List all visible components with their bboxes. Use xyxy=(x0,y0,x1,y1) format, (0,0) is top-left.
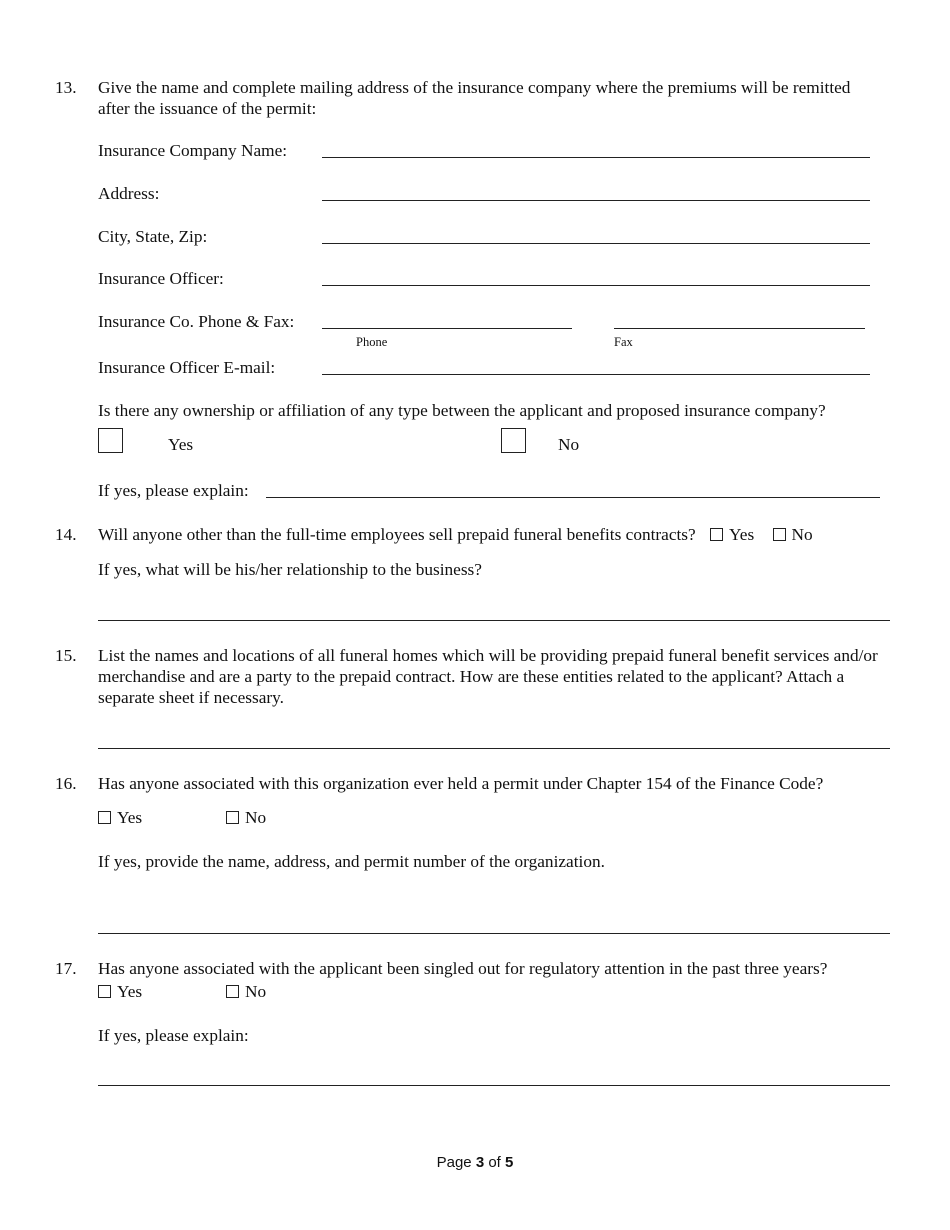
fax-field[interactable] xyxy=(614,312,865,329)
insurance-officer-label: Insurance Officer: xyxy=(98,269,224,288)
page-footer xyxy=(0,1152,950,1173)
q15-answer-line[interactable] xyxy=(98,732,890,749)
page-label: Page xyxy=(436,1154,472,1171)
q16-yes-checkbox[interactable] xyxy=(98,811,111,824)
of-label: of xyxy=(488,1154,501,1171)
q16-no-option xyxy=(226,807,266,828)
company-name-label: Insurance Company Name: xyxy=(98,141,288,160)
q16-yes-label: Yes xyxy=(117,808,143,827)
q16-followup: If yes, provide the name, address, and permit number of the organization. xyxy=(98,852,605,871)
fax-caption: Fax xyxy=(614,335,633,349)
q14-followup: If yes, what will be his/her relationship to the business? xyxy=(98,560,482,579)
q17-yes-checkbox[interactable] xyxy=(98,985,111,998)
q16-no-label: No xyxy=(245,808,267,827)
q17-text: Has anyone associated with the applicant been singled out for regulatory attention in the past three years? xyxy=(98,959,828,978)
affiliation-explain-label: If yes, please explain: xyxy=(98,481,249,500)
affiliation-no-label: No xyxy=(558,435,580,454)
q16-text: Has anyone associated with this organization ever held a permit under Chapter 154 of the Finance Code? xyxy=(98,774,824,793)
q17-yes-label: Yes xyxy=(117,982,143,1001)
q17-yes-option xyxy=(98,981,142,1002)
officer-email-label: Insurance Officer E-mail: xyxy=(98,358,276,377)
phone-fax-label: Insurance Co. Phone & Fax: xyxy=(98,312,295,331)
q15-text: List the names and locations of all funeral homes which will be providing prepaid funeral benefit services and/or merchandise and are a party to the prepaid contract. How are these entities related to the applicant? Attach a separate sheet if necessary. xyxy=(98,646,878,707)
q17-no-checkbox[interactable] xyxy=(226,985,239,998)
address-label: Address: xyxy=(98,184,160,203)
q14-yes-checkbox[interactable] xyxy=(710,528,723,541)
company-name-field[interactable] xyxy=(322,141,870,158)
q13-number: 13. xyxy=(55,78,77,97)
affiliation-yes-checkbox[interactable] xyxy=(98,428,123,453)
address-field[interactable] xyxy=(322,184,870,201)
affiliation-yes-label: Yes xyxy=(168,435,194,454)
q15-number: 15. xyxy=(55,646,77,665)
affiliation-no-checkbox[interactable] xyxy=(501,428,526,453)
q17-followup: If yes, please explain: xyxy=(98,1026,249,1045)
q14-text: Will anyone other than the full-time employees sell prepaid funeral benefits contracts? xyxy=(98,525,696,544)
q14-line xyxy=(98,524,813,545)
affiliation-question: Is there any ownership or affiliation of any type between the applicant and proposed insurance company? xyxy=(98,401,826,420)
insurance-officer-field[interactable] xyxy=(322,269,870,286)
q17-no-option xyxy=(226,981,266,1002)
q14-no-label: No xyxy=(791,525,813,544)
q16-number: 16. xyxy=(55,774,77,793)
city-state-zip-field[interactable] xyxy=(322,227,870,244)
q14-answer-line[interactable] xyxy=(98,604,890,621)
q16-answer-line[interactable] xyxy=(98,917,890,934)
q17-number: 17. xyxy=(55,959,77,978)
q17-answer-line[interactable] xyxy=(98,1069,890,1086)
q14-number: 14. xyxy=(55,525,77,544)
q14-yes-label: Yes xyxy=(729,525,755,544)
q13-text: Give the name and complete mailing address of the insurance company where the premiums will be remitted after the issuance of the permit: xyxy=(98,78,851,118)
q16-yes-option xyxy=(98,807,142,828)
q17-no-label: No xyxy=(245,982,267,1001)
affiliation-explain-field[interactable] xyxy=(266,481,880,498)
phone-field[interactable] xyxy=(322,312,572,329)
current-page: 3 xyxy=(475,1154,485,1171)
total-pages: 5 xyxy=(505,1154,514,1171)
city-state-zip-label: City, State, Zip: xyxy=(98,227,208,246)
q16-no-checkbox[interactable] xyxy=(226,811,239,824)
q14-no-checkbox[interactable] xyxy=(773,528,786,541)
phone-caption: Phone xyxy=(356,335,388,349)
officer-email-field[interactable] xyxy=(322,358,870,375)
